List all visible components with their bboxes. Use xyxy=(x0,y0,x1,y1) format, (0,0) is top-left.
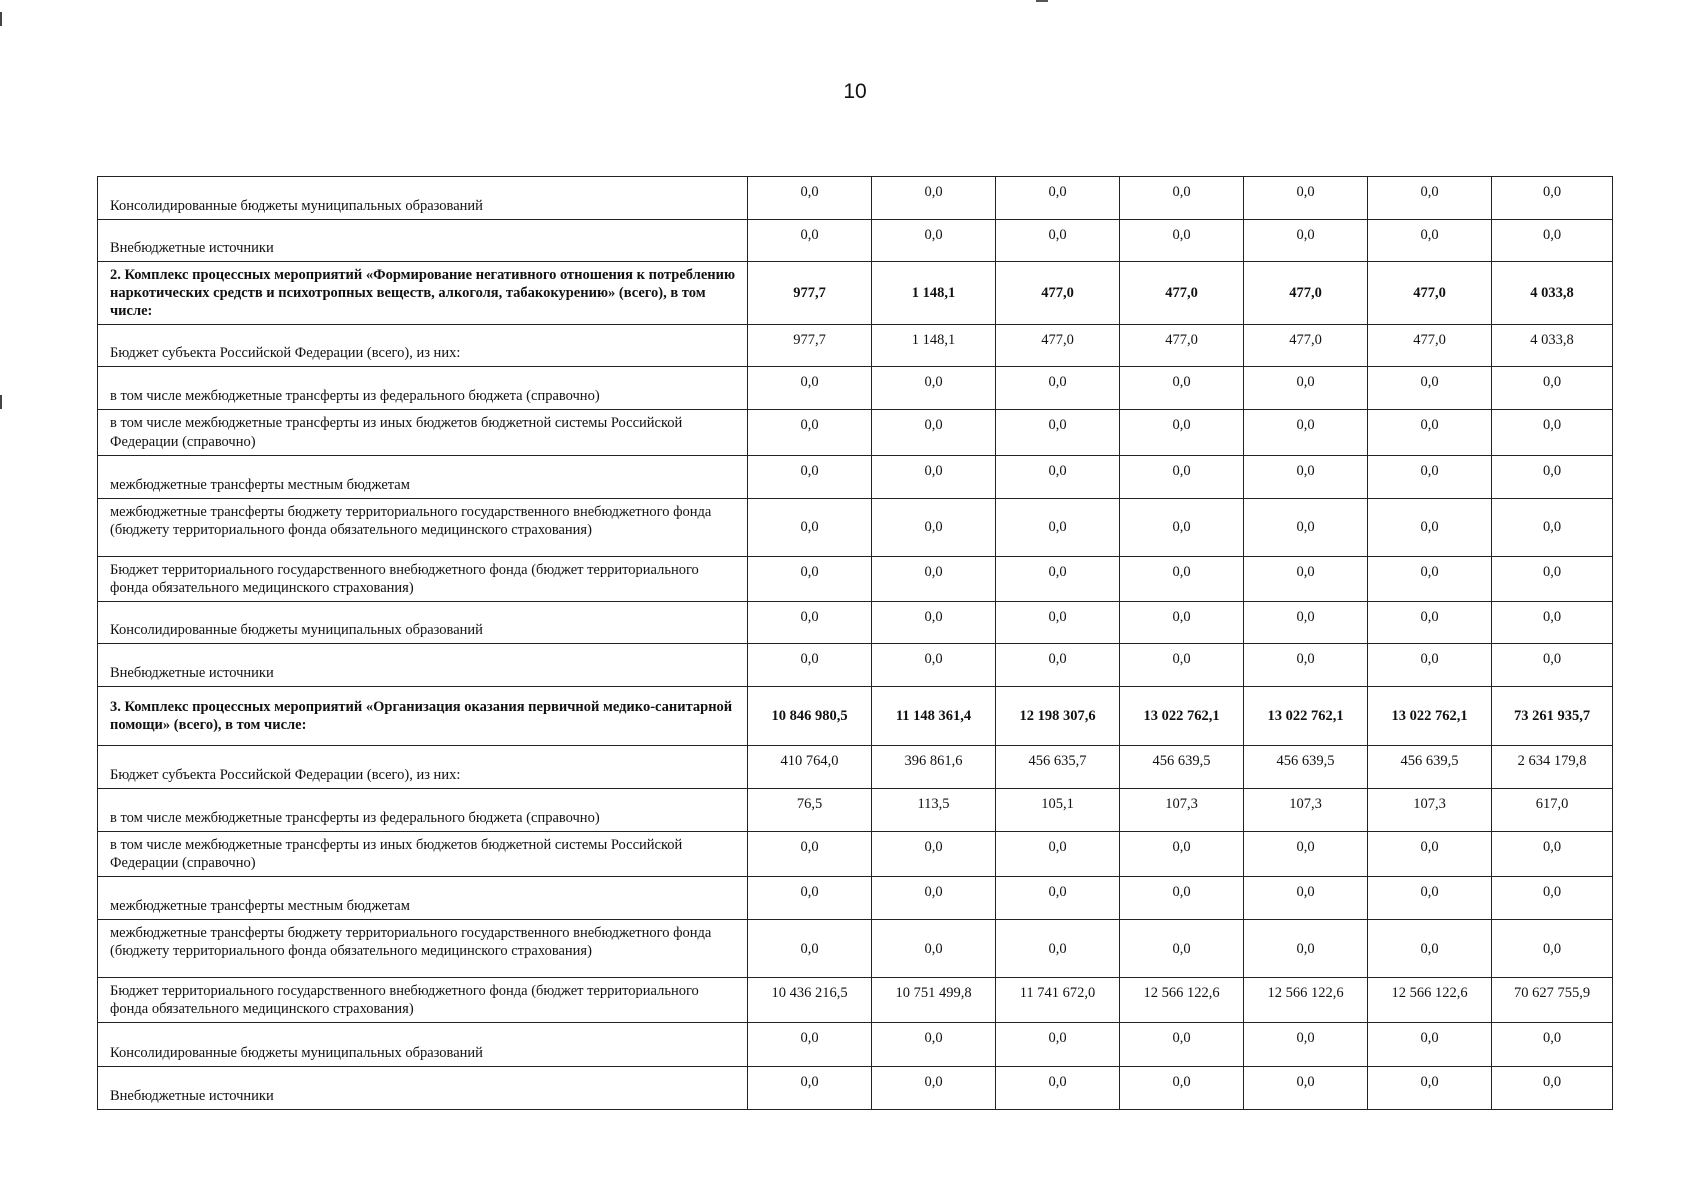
value-cell: 0,0 xyxy=(1120,643,1244,686)
value-cell: 0,0 xyxy=(872,1023,996,1067)
table-section-row xyxy=(98,686,1613,745)
value-cell: 0,0 xyxy=(1244,877,1368,920)
value-cell: 0,0 xyxy=(1244,920,1368,978)
value-cell: 456 639,5 xyxy=(1120,745,1244,788)
value-cell: 0,0 xyxy=(1492,831,1613,876)
value-cell: 0,0 xyxy=(872,831,996,876)
value-cell: 4 033,8 xyxy=(1492,325,1613,367)
value-cell: 0,0 xyxy=(1244,1067,1368,1110)
row-label: в том числе межбюджетные трансферты из иных бюджетов бюджетной системы Российской Федерации (справочно) xyxy=(98,410,748,455)
value-cell: 0,0 xyxy=(1120,601,1244,643)
value-cell: 456 639,5 xyxy=(1368,745,1492,788)
value-cell: 0,0 xyxy=(872,367,996,410)
value-cell: 10 436 216,5 xyxy=(748,978,872,1023)
value-cell: 396 861,6 xyxy=(872,745,996,788)
table-row xyxy=(98,367,1613,410)
value-cell: 0,0 xyxy=(996,1067,1120,1110)
table-row xyxy=(98,220,1613,262)
value-cell: 0,0 xyxy=(748,601,872,643)
page-number: 10 xyxy=(843,80,867,103)
value-cell: 105,1 xyxy=(996,788,1120,831)
value-cell: 0,0 xyxy=(1492,367,1613,410)
value-cell: 477,0 xyxy=(996,325,1120,367)
value-cell: 0,0 xyxy=(1492,556,1613,601)
value-cell: 0,0 xyxy=(1368,498,1492,556)
value-cell: 0,0 xyxy=(1120,556,1244,601)
scan-edge-mark xyxy=(0,12,2,26)
table-body xyxy=(98,177,1613,1110)
value-cell: 76,5 xyxy=(748,788,872,831)
value-cell: 977,7 xyxy=(748,325,872,367)
row-label: 2. Комплекс процессных мероприятий «Формирование негативного отношения к потреблению наркотических средств и психотропных веществ, алкоголя, табакокурению» (всего), в том числе: xyxy=(98,262,748,325)
value-cell: 477,0 xyxy=(1368,325,1492,367)
value-cell: 13 022 762,1 xyxy=(1368,686,1492,745)
value-cell: 0,0 xyxy=(1120,177,1244,220)
row-label: Бюджет субъекта Российской Федерации (всего), из них: xyxy=(98,325,748,367)
value-cell: 107,3 xyxy=(1368,788,1492,831)
value-cell: 0,0 xyxy=(748,410,872,455)
row-label: в том числе межбюджетные трансферты из федерального бюджета (справочно) xyxy=(98,367,748,410)
value-cell: 0,0 xyxy=(996,1023,1120,1067)
value-cell: 977,7 xyxy=(748,262,872,325)
row-label: межбюджетные трансферты бюджету территориального государственного внебюджетного фонда (бюджету территориального фонда обязательного медицинского страхования) xyxy=(98,920,748,978)
value-cell: 0,0 xyxy=(1244,831,1368,876)
row-label: 3. Комплекс процессных мероприятий «Организация оказания первичной медико-санитарной помощи» (всего), в том числе: xyxy=(98,686,748,745)
value-cell: 0,0 xyxy=(748,831,872,876)
table-row xyxy=(98,788,1613,831)
value-cell: 0,0 xyxy=(872,410,996,455)
value-cell: 0,0 xyxy=(996,498,1120,556)
value-cell: 0,0 xyxy=(872,877,996,920)
row-label: Бюджет территориального государственного внебюджетного фонда (бюджет территориального фонда обязательного медицинского страхования) xyxy=(98,978,748,1023)
value-cell: 0,0 xyxy=(996,643,1120,686)
value-cell: 0,0 xyxy=(872,920,996,978)
scan-edge-mark xyxy=(0,395,2,409)
value-cell: 0,0 xyxy=(996,601,1120,643)
value-cell: 0,0 xyxy=(996,920,1120,978)
table-section-row xyxy=(98,262,1613,325)
row-label: в том числе межбюджетные трансферты из федерального бюджета (справочно) xyxy=(98,788,748,831)
value-cell: 0,0 xyxy=(1368,877,1492,920)
table-row xyxy=(98,177,1613,220)
value-cell: 0,0 xyxy=(1120,1067,1244,1110)
value-cell: 0,0 xyxy=(1368,367,1492,410)
value-cell: 0,0 xyxy=(1120,831,1244,876)
value-cell: 0,0 xyxy=(872,498,996,556)
value-cell: 0,0 xyxy=(1492,498,1613,556)
table-row xyxy=(98,410,1613,455)
value-cell: 0,0 xyxy=(1120,410,1244,455)
value-cell: 617,0 xyxy=(1492,788,1613,831)
value-cell: 0,0 xyxy=(1492,601,1613,643)
table-row xyxy=(98,556,1613,601)
row-label: Бюджет субъекта Российской Федерации (всего), из них: xyxy=(98,745,748,788)
value-cell: 0,0 xyxy=(1492,1067,1613,1110)
value-cell: 0,0 xyxy=(1368,177,1492,220)
value-cell: 13 022 762,1 xyxy=(1120,686,1244,745)
value-cell: 0,0 xyxy=(1368,831,1492,876)
value-cell: 0,0 xyxy=(748,1023,872,1067)
value-cell: 11 741 672,0 xyxy=(996,978,1120,1023)
value-cell: 0,0 xyxy=(872,601,996,643)
value-cell: 0,0 xyxy=(748,556,872,601)
value-cell: 73 261 935,7 xyxy=(1492,686,1613,745)
row-label: в том числе межбюджетные трансферты из иных бюджетов бюджетной системы Российской Федерации (справочно) xyxy=(98,831,748,876)
scan-mark xyxy=(1036,0,1048,2)
row-label: межбюджетные трансферты бюджету территориального государственного внебюджетного фонда (бюджету территориального фонда обязательного медицинского страхования) xyxy=(98,498,748,556)
value-cell: 0,0 xyxy=(748,498,872,556)
row-label: Внебюджетные источники xyxy=(98,220,748,262)
value-cell: 0,0 xyxy=(1492,177,1613,220)
value-cell: 113,5 xyxy=(872,788,996,831)
value-cell: 0,0 xyxy=(1120,498,1244,556)
value-cell: 0,0 xyxy=(1244,601,1368,643)
value-cell: 0,0 xyxy=(748,877,872,920)
value-cell: 0,0 xyxy=(996,455,1120,498)
table-row xyxy=(98,1067,1613,1110)
table-row xyxy=(98,978,1613,1023)
row-label: Внебюджетные источники xyxy=(98,1067,748,1110)
value-cell: 0,0 xyxy=(1492,1023,1613,1067)
value-cell: 0,0 xyxy=(1244,177,1368,220)
value-cell: 0,0 xyxy=(1244,498,1368,556)
table-row xyxy=(98,601,1613,643)
table-row xyxy=(98,498,1613,556)
table-row xyxy=(98,643,1613,686)
value-cell: 0,0 xyxy=(1368,1067,1492,1110)
value-cell: 456 635,7 xyxy=(996,745,1120,788)
value-cell: 0,0 xyxy=(1120,455,1244,498)
value-cell: 410 764,0 xyxy=(748,745,872,788)
row-label: Бюджет территориального государственного внебюджетного фонда (бюджет территориального фонда обязательного медицинского страхования) xyxy=(98,556,748,601)
value-cell: 107,3 xyxy=(1244,788,1368,831)
value-cell: 0,0 xyxy=(996,220,1120,262)
value-cell: 456 639,5 xyxy=(1244,745,1368,788)
table-row xyxy=(98,455,1613,498)
value-cell: 0,0 xyxy=(1368,455,1492,498)
value-cell: 0,0 xyxy=(1492,455,1613,498)
value-cell: 0,0 xyxy=(1368,1023,1492,1067)
row-label: Внебюджетные источники xyxy=(98,643,748,686)
value-cell: 0,0 xyxy=(996,177,1120,220)
value-cell: 0,0 xyxy=(748,220,872,262)
value-cell: 13 022 762,1 xyxy=(1244,686,1368,745)
table-row xyxy=(98,877,1613,920)
table-row xyxy=(98,831,1613,876)
value-cell: 0,0 xyxy=(1492,220,1613,262)
value-cell: 477,0 xyxy=(996,262,1120,325)
table-row xyxy=(98,1023,1613,1067)
value-cell: 0,0 xyxy=(1120,367,1244,410)
value-cell: 477,0 xyxy=(1368,262,1492,325)
value-cell: 12 198 307,6 xyxy=(996,686,1120,745)
value-cell: 0,0 xyxy=(1244,1023,1368,1067)
value-cell: 0,0 xyxy=(872,643,996,686)
value-cell: 1 148,1 xyxy=(872,325,996,367)
table-row xyxy=(98,745,1613,788)
value-cell: 0,0 xyxy=(1492,920,1613,978)
value-cell: 0,0 xyxy=(748,643,872,686)
value-cell: 11 148 361,4 xyxy=(872,686,996,745)
value-cell: 0,0 xyxy=(1368,920,1492,978)
value-cell: 0,0 xyxy=(1368,601,1492,643)
table-row xyxy=(98,325,1613,367)
value-cell: 0,0 xyxy=(1368,410,1492,455)
value-cell: 0,0 xyxy=(1120,877,1244,920)
table-row xyxy=(98,920,1613,978)
value-cell: 0,0 xyxy=(1492,643,1613,686)
value-cell: 0,0 xyxy=(872,556,996,601)
value-cell: 1 148,1 xyxy=(872,262,996,325)
value-cell: 0,0 xyxy=(872,177,996,220)
row-label: межбюджетные трансферты местным бюджетам xyxy=(98,877,748,920)
value-cell: 12 566 122,6 xyxy=(1368,978,1492,1023)
row-label: межбюджетные трансферты местным бюджетам xyxy=(98,455,748,498)
value-cell: 0,0 xyxy=(1244,410,1368,455)
value-cell: 0,0 xyxy=(1244,220,1368,262)
value-cell: 0,0 xyxy=(872,455,996,498)
value-cell: 0,0 xyxy=(1492,410,1613,455)
value-cell: 0,0 xyxy=(1120,220,1244,262)
value-cell: 477,0 xyxy=(1244,325,1368,367)
value-cell: 0,0 xyxy=(1368,556,1492,601)
value-cell: 2 634 179,8 xyxy=(1492,745,1613,788)
value-cell: 0,0 xyxy=(996,410,1120,455)
value-cell: 0,0 xyxy=(1120,920,1244,978)
value-cell: 12 566 122,6 xyxy=(1244,978,1368,1023)
value-cell: 0,0 xyxy=(748,920,872,978)
value-cell: 0,0 xyxy=(1368,643,1492,686)
value-cell: 0,0 xyxy=(1244,556,1368,601)
value-cell: 10 751 499,8 xyxy=(872,978,996,1023)
value-cell: 70 627 755,9 xyxy=(1492,978,1613,1023)
value-cell: 0,0 xyxy=(748,1067,872,1110)
row-label: Консолидированные бюджеты муниципальных образований xyxy=(98,1023,748,1067)
value-cell: 4 033,8 xyxy=(1492,262,1613,325)
budget-table xyxy=(97,176,1613,1110)
value-cell: 477,0 xyxy=(1120,262,1244,325)
value-cell: 0,0 xyxy=(996,367,1120,410)
value-cell: 0,0 xyxy=(996,556,1120,601)
value-cell: 477,0 xyxy=(1120,325,1244,367)
value-cell: 0,0 xyxy=(996,877,1120,920)
value-cell: 0,0 xyxy=(872,220,996,262)
value-cell: 10 846 980,5 xyxy=(748,686,872,745)
value-cell: 107,3 xyxy=(1120,788,1244,831)
value-cell: 12 566 122,6 xyxy=(1120,978,1244,1023)
value-cell: 0,0 xyxy=(748,177,872,220)
value-cell: 0,0 xyxy=(748,367,872,410)
value-cell: 0,0 xyxy=(1244,455,1368,498)
value-cell: 477,0 xyxy=(1244,262,1368,325)
value-cell: 0,0 xyxy=(1492,877,1613,920)
value-cell: 0,0 xyxy=(872,1067,996,1110)
value-cell: 0,0 xyxy=(1120,1023,1244,1067)
value-cell: 0,0 xyxy=(748,455,872,498)
value-cell: 0,0 xyxy=(996,831,1120,876)
value-cell: 0,0 xyxy=(1244,367,1368,410)
value-cell: 0,0 xyxy=(1368,220,1492,262)
row-label: Консолидированные бюджеты муниципальных образований xyxy=(98,177,748,220)
row-label: Консолидированные бюджеты муниципальных образований xyxy=(98,601,748,643)
value-cell: 0,0 xyxy=(1244,643,1368,686)
